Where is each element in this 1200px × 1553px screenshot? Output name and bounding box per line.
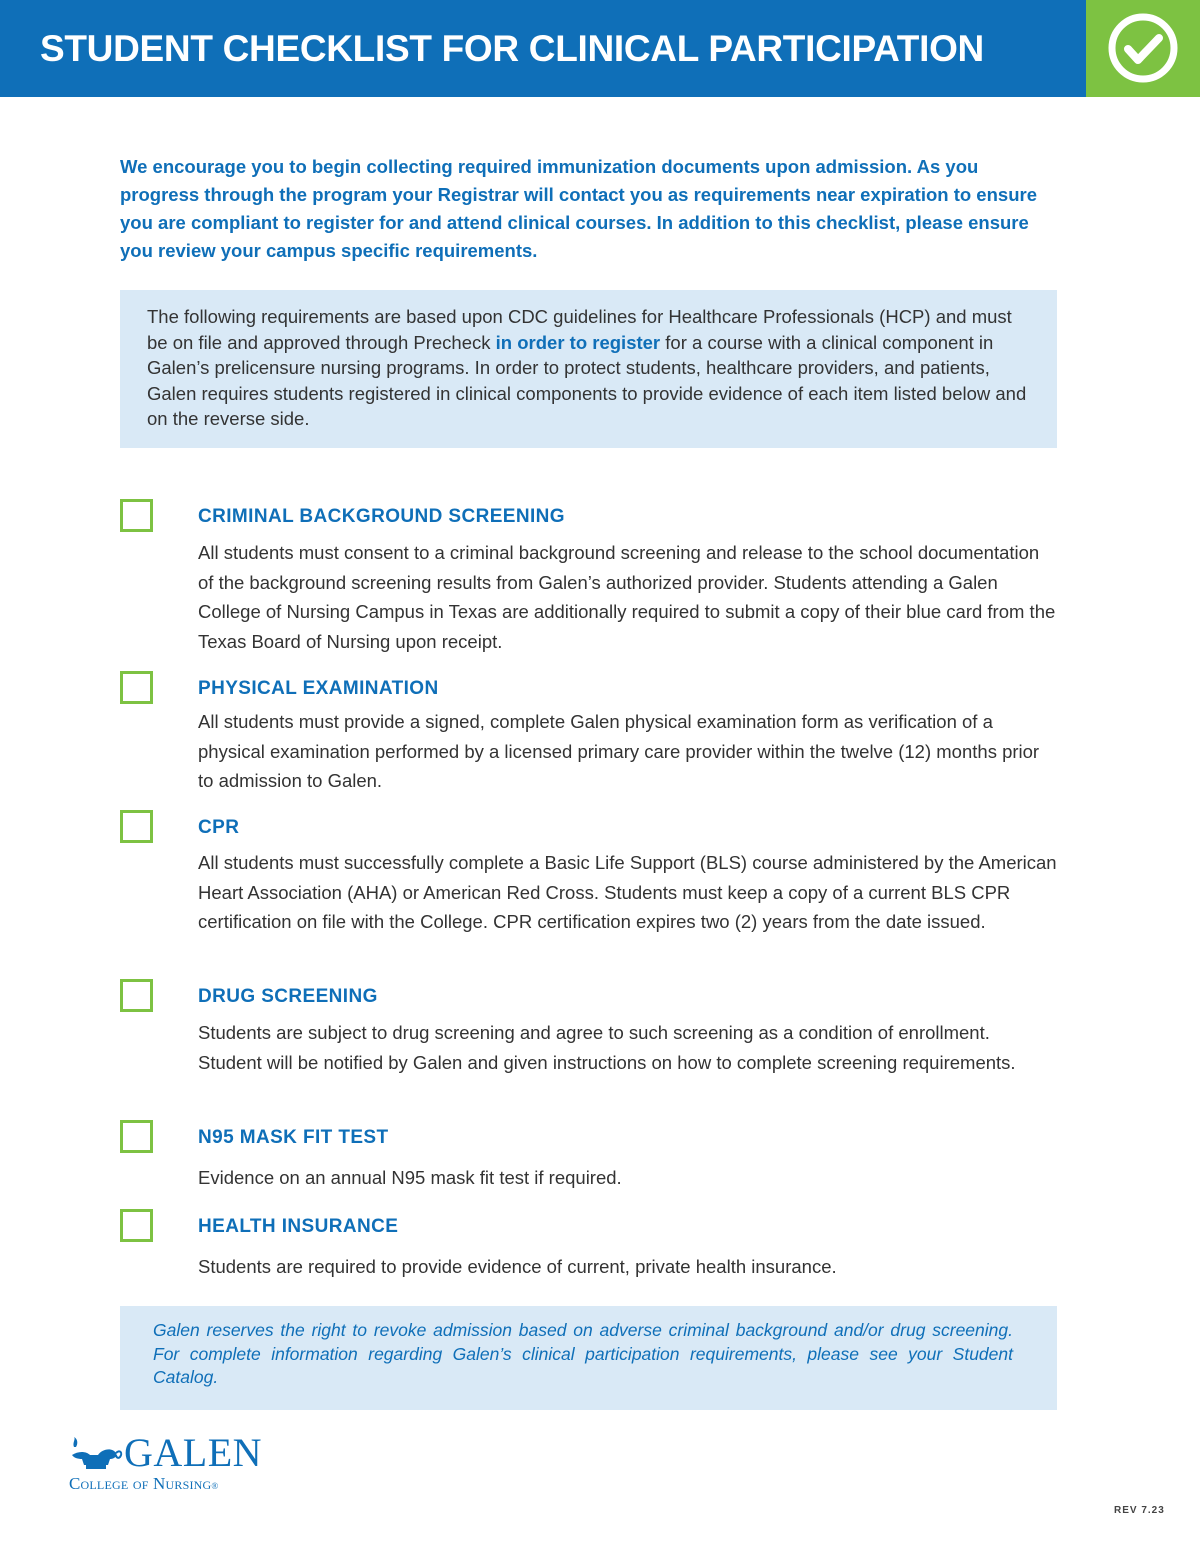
info-emphasis: in order to register bbox=[495, 331, 661, 353]
header-check-badge bbox=[1086, 0, 1200, 97]
req-title-n95-mask-fit-test: N95 MASK FIT TEST bbox=[198, 1127, 389, 1148]
galen-logo bbox=[68, 1430, 268, 1493]
checkbox-drug-screening[interactable] bbox=[120, 979, 153, 1012]
req-body-health-insurance: Students are required to provide evidence of current, private health insurance. bbox=[198, 1256, 837, 1277]
info-panel bbox=[120, 290, 1057, 448]
req-body-criminal-background: All students must consent to a criminal background screening and release to the school documentation of the background screening results from Galen’s authorized provider. Students attending a Galen College of Nursing Campus in Texas are additionally required to submit a copy of their blue card from the Texas Board of Nursing upon receipt. bbox=[198, 542, 1056, 652]
req-body-drug-screening: Students are subject to drug screening and agree to such screening as a condition of enrollment. Student will be notified by Galen and given instructions on how to complete screening requirements. bbox=[198, 1022, 1016, 1073]
footer-note: Galen reserves the right to revoke admission based on adverse criminal background and/or drug screening. For complete information regarding Galen’s clinical participation requirements, please see your Student Catalog. bbox=[153, 1320, 1013, 1387]
revision-label: REV 7.23 bbox=[1114, 1505, 1165, 1516]
req-body-cpr: All students must successfully complete a Basic Life Support (BLS) course administered by the American Heart Association (AHA) or American Red Cross. Students must keep a copy of a current BLS CPR certification on file with the College. CPR certification expires two (2) years from the date issued. bbox=[198, 852, 1057, 932]
req-body-physical-examination: All students must provide a signed, complete Galen physical examination form as verification of a physical examination performed by a licensed primary care provider within the twelve (12) months prior to admission to Galen. bbox=[198, 711, 1040, 791]
logo-name: GALEN bbox=[124, 1430, 263, 1475]
logo-subtitle-text: College of Nursing bbox=[69, 1474, 212, 1493]
page-title: STUDENT CHECKLIST FOR CLINICAL PARTICIPATION bbox=[40, 28, 984, 69]
req-title-health-insurance: HEALTH INSURANCE bbox=[198, 1216, 399, 1237]
checkbox-cpr[interactable] bbox=[120, 810, 153, 843]
checkbox-n95-mask-fit-test[interactable] bbox=[120, 1120, 153, 1153]
req-title-physical-examination: PHYSICAL EXAMINATION bbox=[198, 678, 439, 699]
info-text-before: The following requirements are based upon CDC guidelines for Healthcare Professionals (HCP) and must be on file and approved through Precheck bbox=[147, 306, 1012, 353]
checkbox-physical-examination[interactable] bbox=[120, 671, 153, 704]
header-bar bbox=[0, 0, 1200, 97]
req-title-drug-screening: DRUG SCREENING bbox=[198, 986, 378, 1007]
checkbox-health-insurance[interactable] bbox=[120, 1209, 153, 1242]
logo-subtitle bbox=[69, 1474, 218, 1494]
checkmark-circle-icon bbox=[1106, 11, 1180, 85]
logo-registered-mark: ® bbox=[211, 1481, 219, 1491]
req-title-criminal-background: CRIMINAL BACKGROUND SCREENING bbox=[198, 506, 565, 527]
info-text-after: for a course with a clinical component in Galen’s prelicensure nursing programs. In order to protect students, healthcare providers, and patients, Galen requires students registered in clinical components to provide evidence of each item listed below and on the reverse side. bbox=[147, 331, 1027, 429]
footer-note-panel bbox=[120, 1306, 1057, 1410]
info-text bbox=[147, 304, 1037, 432]
req-title-cpr: CPR bbox=[198, 817, 240, 838]
intro-paragraph: We encourage you to begin collecting required immunization documents upon admission. As you progress through the program your Registrar will contact you as requirements near expiration to ensure you are compliant to register for and attend clinical courses. In addition to this checklist, please ensure you review your campus specific requirements. bbox=[120, 156, 1037, 261]
lamp-of-knowledge-icon bbox=[68, 1437, 124, 1471]
req-body-n95-mask-fit-test: Evidence on an annual N95 mask fit test if required. bbox=[198, 1167, 622, 1188]
checkbox-criminal-background[interactable] bbox=[120, 499, 153, 532]
